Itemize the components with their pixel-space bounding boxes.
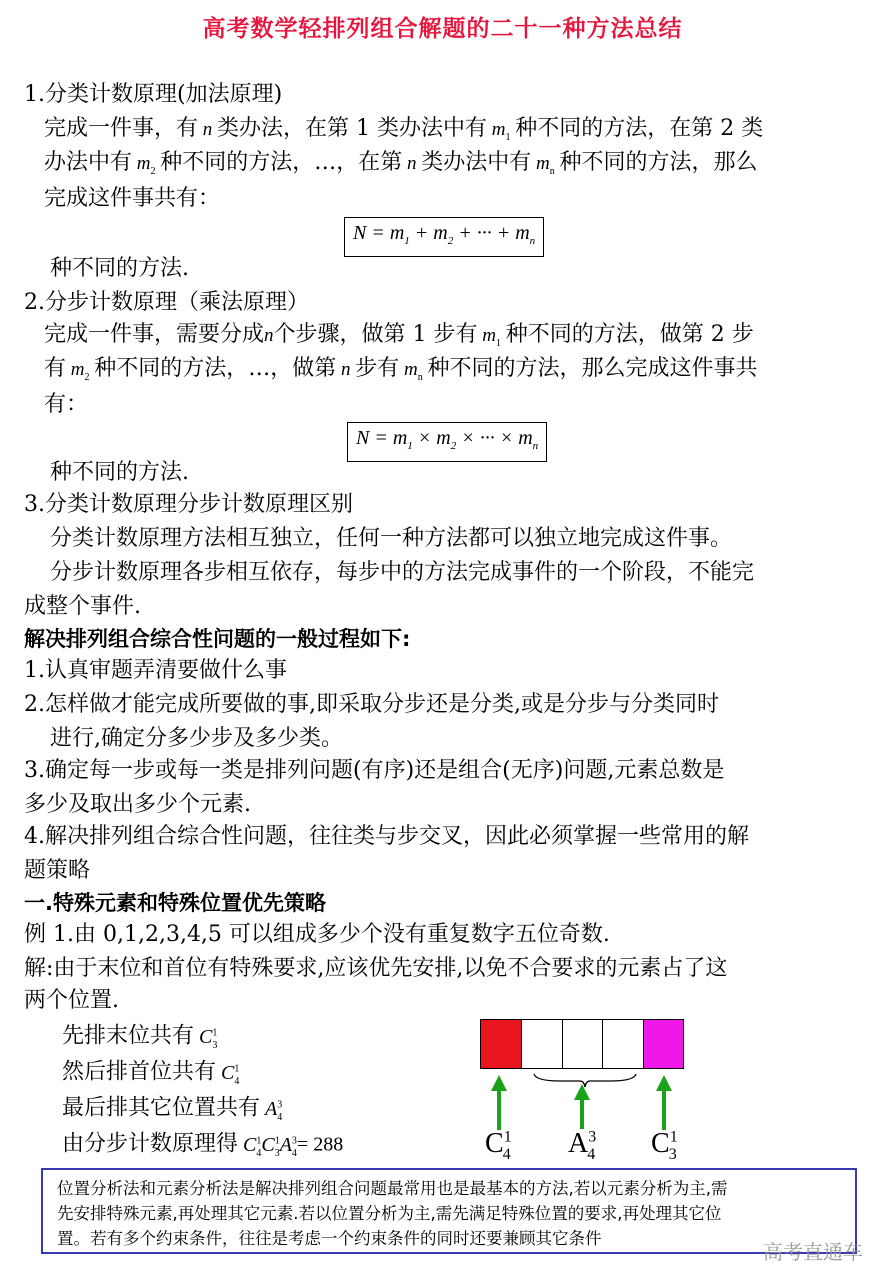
section3-heading: 3.分类计数原理分步计数原理区别 — [24, 492, 353, 517]
sum-formula: $N = m_1 + m_2$ + ··· + $m_n$ — [344, 217, 544, 257]
section3-line2: 分步计数原理各步相互依存，每步中的方法完成事件的一个阶段，不能完 — [50, 560, 755, 585]
position-box — [562, 1019, 603, 1069]
note-line2: 先安排特殊元素,再处理其它元素.若以位置分析为主,需先满足特殊位置的要求,再处理其它位 — [57, 1204, 722, 1223]
note-box — [41, 1168, 857, 1254]
page-title: 高考数学轻排列组合解题的二十一种方法总结 — [202, 16, 683, 42]
arrow-up-icon — [656, 1075, 672, 1091]
section2-after: 种不同的方法. — [50, 460, 189, 485]
arrow-shaft — [580, 1099, 584, 1129]
process-step2a: 2.怎样做才能完成所要做的事,即采取分步还是分类,或是分步与分类同时 — [24, 692, 719, 717]
position-last-digit-box — [480, 1019, 522, 1069]
arrow-shaft — [662, 1090, 666, 1130]
process-step1: 1.认真审题弄清要做什么事 — [24, 658, 287, 683]
arrow-up-icon — [574, 1084, 590, 1100]
section2-line1: 完成一件事，需要分成n个步骤，做第 1 步有 $m_1$ 种不同的方法，做第 2 步 — [44, 322, 754, 349]
note-line3: 置。若有多个约束条件，往往是考虑一个约束条件的同时还要兼顾其它条件 — [57, 1229, 602, 1248]
process-step3b: 多少及取出多少个元素. — [24, 792, 251, 817]
section1-line1: 完成一件事，有 n 类办法，在第 1 类办法中有 $m_1$ 种不同的方法，在第 2 类 — [44, 116, 764, 143]
step3: 最后排其它位置共有 $A^3_4$ — [62, 1095, 283, 1123]
process-step3a: 3.确定每一步或每一类是排列问题(有序)还是组合(无序)问题,元素总数是 — [24, 758, 725, 783]
section3-line3: 成整个事件. — [24, 594, 141, 619]
section2-line3: 有： — [44, 392, 89, 417]
example1: 例 1.由 0,1,2,3,4,5 可以组成多少个没有重复数字五位奇数. — [24, 922, 610, 947]
step4: 由分步计数原理得 $C^1_4C^1_3A^3_4= 288$ — [62, 1131, 344, 1159]
section3-line1: 分类计数原理方法相互独立，任何一种方法都可以独立地完成这件事。 — [50, 526, 733, 551]
solution-line1: 解:由于末位和首位有特殊要求,应该优先安排,以免不合要求的元素占了这 — [24, 956, 728, 981]
process-step2b: 进行,确定分多少步及多少类。 — [50, 726, 343, 751]
section2-heading: 2.分步计数原理（乘法原理） — [24, 290, 309, 315]
section1-line2: 办法中有 $m_2$ 种不同的方法，…，在第 n 类办法中有 $m_n$ 种不同的方法，那么 — [44, 150, 758, 177]
step2: 然后排首位共有 $C^1_4$ — [62, 1059, 240, 1087]
section1-heading: 1.分类计数原理(加法原理) — [24, 82, 283, 107]
process-heading: 解决排列组合综合性问题的一般过程如下: — [24, 627, 411, 651]
arrow-shaft — [497, 1090, 501, 1130]
step1: 先排末位共有 $C^1_3$ — [62, 1023, 218, 1051]
position-first-digit-box — [643, 1019, 684, 1069]
label-c41: $C^1_4$ — [485, 1128, 512, 1163]
label-c31: $C^1_3$ — [651, 1128, 678, 1163]
position-box — [602, 1019, 644, 1069]
strategy1-heading: 一.特殊元素和特殊位置优先策略 — [24, 891, 326, 915]
arrow-up-icon — [491, 1075, 507, 1091]
position-box — [521, 1019, 563, 1069]
solution-line2: 两个位置. — [24, 988, 119, 1013]
process-step4a: 4.解决排列组合综合性问题，往往类与步交叉，因此必须掌握一些常用的解 — [24, 824, 749, 849]
product-formula: $N = m_1 \times m_2$ × ··· × $m_n$ — [347, 422, 547, 462]
label-a43: $A^3_4$ — [568, 1128, 597, 1163]
section2-line2: 有 $m_2$ 种不同的方法，…，做第 n 步有 $m_n$ 种不同的方法，那么完成这件事共 — [44, 356, 758, 383]
watermark: 高考直通车 — [763, 1240, 863, 1264]
note-line1: 位置分析法和元素分析法是解决排列组合问题最常用也是最基本的方法,若以元素分析为主,需 — [57, 1179, 728, 1198]
process-step4b: 题策略 — [24, 858, 91, 883]
section1-line3: 完成这件事共有： — [44, 186, 221, 211]
section1-after: 种不同的方法. — [50, 256, 189, 281]
